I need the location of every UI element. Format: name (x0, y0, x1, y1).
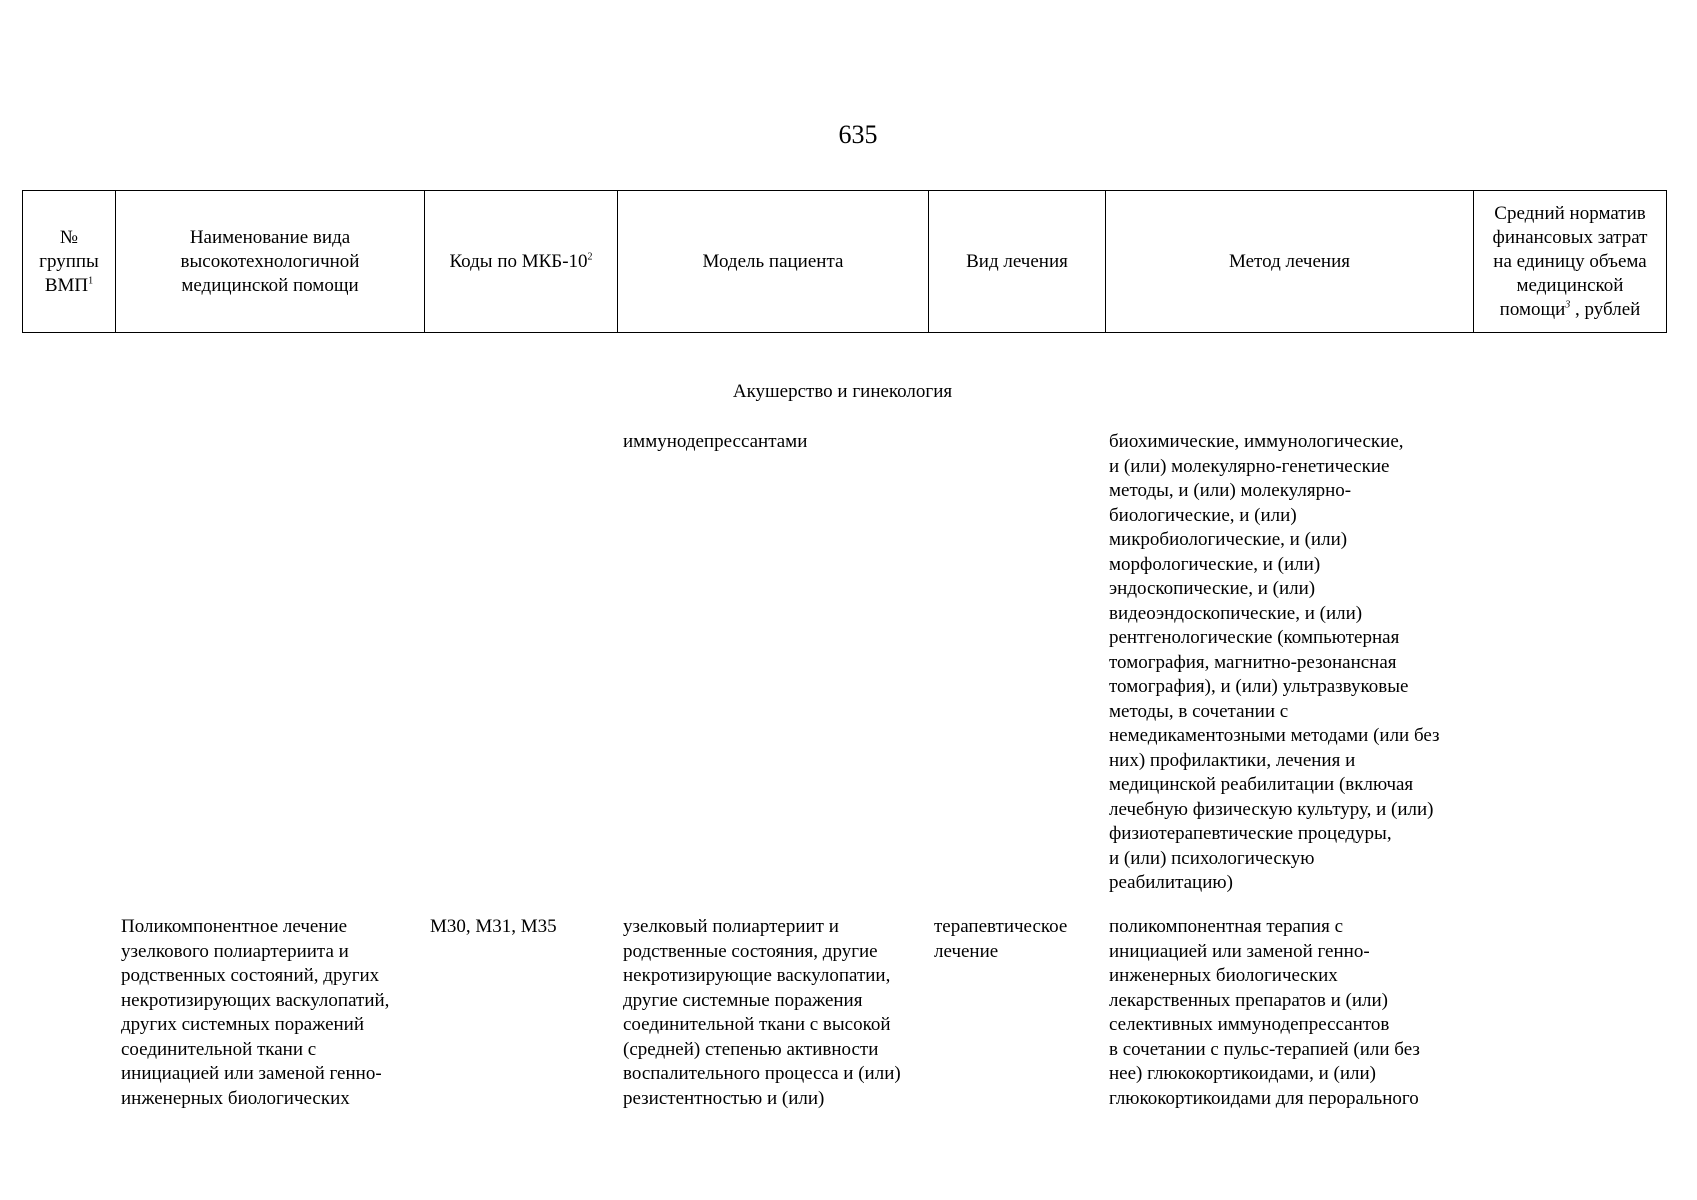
column-header-treatment-type: Вид лечения (929, 191, 1106, 333)
row-2-icd-codes: M30, M31, M35 (430, 916, 557, 937)
row-2-treatment-type: терапевтическое лечение (934, 916, 1068, 962)
column-header-cost-standard: Средний норматив финансовых затрат на единицу объема медицинской помощи$^3$ , рублей (1474, 191, 1667, 333)
page-number: 635 (838, 120, 878, 149)
row-2-treatment-method: поликомпонентная терапия с инициацией или заменой генно- инженерных биологических лекарственных препаратов и (или) селективных иммунодепрессантов в сочетании с пульс-терапией (или без нее) глюкокортикоидами, и (или) глюкокортикоидами для перорального (1109, 916, 1420, 1109)
row-1-treatment-method: биохимические, иммунологические, и (или) молекулярно-генетические методы, и (или) молекулярно- биологические, и (или) микробиологические, и (или) морфологические, и (или) эндоскопические, и (или) видеоэндоскопические, и (или) рентгенологические (компьютерная томография, магнитно-резонансная томография), и (или) ультразвуковые методы, в сочетании с немедикаментозными методами (или без них) профилактики, лечения и медицинской реабилитации (включая лечебную физическую культуру, и (или) физиотерапевтические процедуры, и (или) психологическую реабилитацию) (1109, 431, 1440, 893)
column-header-patient-model: Модель пациента (618, 191, 929, 333)
row-2-patient-model: узелковый полиартериит и родственные состояния, другие некротизирующие васкулопатии, другие системные поражения соединительной ткани с высокой (средней) степенью активности воспалительного процесса и (или) резистентностью и (или) (623, 916, 901, 1109)
row-1-patient-model: иммунодепрессантами (623, 431, 808, 452)
table-header (22, 190, 1667, 333)
column-header-treatment-method: Метод лечения (1106, 191, 1474, 333)
column-header-care-type-name: Наименование вида высокотехнологичной медицинской помощи (116, 191, 425, 333)
section-title: Акушерство и гинекология (732, 381, 953, 402)
column-header-group-number: № группы ВМП$^1$ (23, 191, 116, 333)
column-header-icd-codes: Коды по МКБ-$10^2$ (425, 191, 618, 333)
row-2-care-type-name: Поликомпонентное лечение узелкового полиартериита и родственных состояний, других некротизирующих васкулопатий, других системных поражений соединительной ткани с инициацией или заменой генно- инженерных биологических (121, 916, 390, 1109)
